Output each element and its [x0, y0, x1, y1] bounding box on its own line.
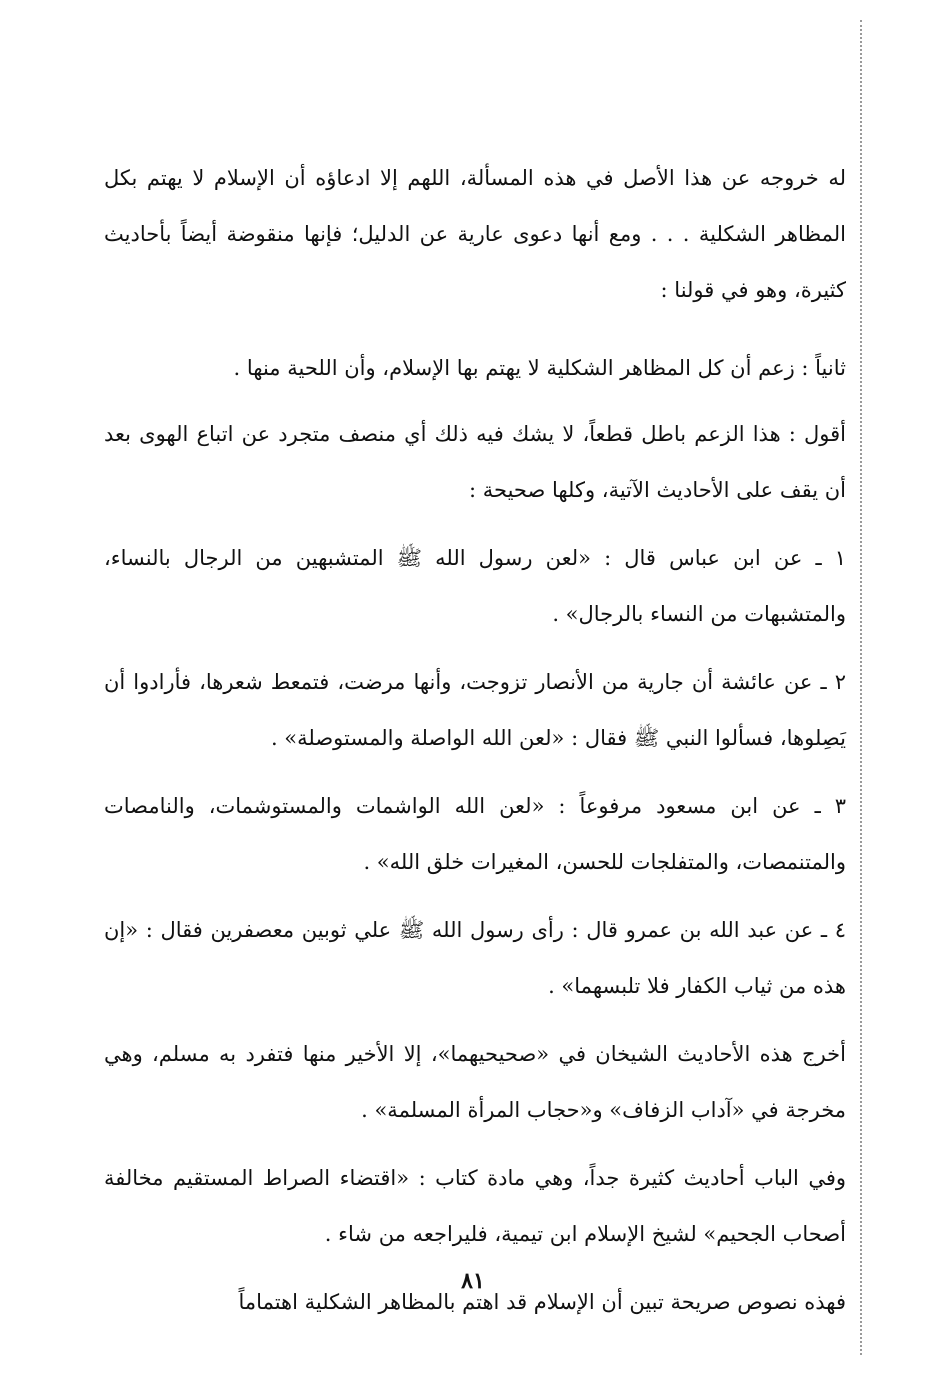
paragraph-response: أقول : هذا الزعم باطل قطعاً، لا يشك فيه ذلك أي منصف متجرد عن اتباع الهوى بعد أن يقف على الأحاديث الآتية، وكلها صحيحة :: [104, 422, 846, 502]
hadith-1: ١ ـ عن ابن عباس قال : «لعن رسول الله ﷺ المتشبهين من الرجال بالنساء، والمتشبهات من النساء بالرجال» .: [104, 546, 846, 626]
hadith-4: ٤ ـ عن عبد الله بن عمرو قال : رأى رسول الله ﷺ علي ثوبين معصفرين فقال : «إن هذه من ثياب الكفار فلا تلبسهما» .: [104, 918, 846, 998]
paragraph-further-reading: وفي الباب أحاديث كثيرة جداً، وهي مادة كتاب : «اقتضاء الصراط المستقيم مخالفة أصحاب الجحيم» لشيخ الإسلام ابن تيمية، فليراجعه من شاء .: [104, 1166, 846, 1246]
margin-dotted-line: [860, 20, 862, 1355]
paragraph-second-claim: ثانياً : زعم أن كل المظاهر الشكلية لا يهتم بها الإسلام، وأن اللحية منها .: [233, 356, 846, 380]
hadith-3: ٣ ـ عن ابن مسعود مرفوعاً : «لعن الله الواشمات والمستوشمات، والنامصات والمتنمصات، والمتفلجات للحسن، المغيرات خلق الله» .: [104, 794, 846, 874]
paragraph-conclusion: فهذه نصوص صريحة تبين أن الإسلام قد اهتم بالمظاهر الشكلية اهتماماً: [238, 1290, 846, 1314]
page-number: ٨١: [461, 1268, 485, 1294]
hadith-2: ٢ ـ عن عائشة أن جارية من الأنصار تزوجت، وأنها مرضت، فتمعط شعرها، فأرادوا أن يَصِلوها، فسألوا النبي ﷺ فقال : «لعن الله الواصلة والمستوصلة» .: [104, 670, 846, 750]
paragraph-continuation: له خروجه عن هذا الأصل في هذه المسألة، اللهم إلا ادعاؤه أن الإسلام لا يهتم بكل المظاهر الشكلية . . . ومع أنها دعوى عارية عن الدليل؛ فإنها منقوضة أيضاً بأحاديث كثيرة، وهو في قولنا :: [104, 166, 846, 302]
paragraph-sources: أخرج هذه الأحاديث الشيخان في «صحيحيهما»، إلا الأخير منها فتفرد به مسلم، وهي مخرجة في «آداب الزفاف» و«حجاب المرأة المسلمة» .: [104, 1042, 846, 1122]
body-text: [104, 150, 846, 1342]
